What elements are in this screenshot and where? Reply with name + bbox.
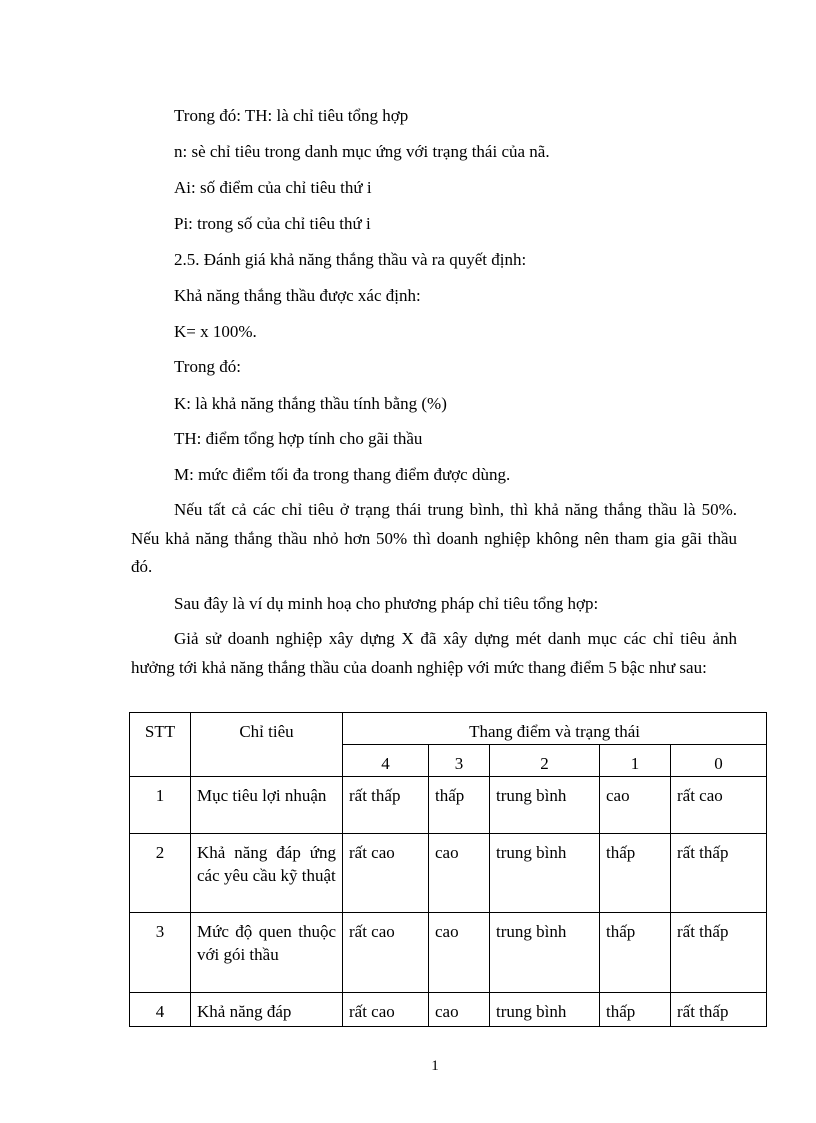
paragraph: Sau đây là ví dụ minh hoạ cho phương pháp chỉ tiêu tổng hợp:: [174, 594, 599, 613]
row-value: rất cao: [343, 913, 429, 993]
table-row: [130, 834, 767, 913]
definition-line: Pi: trong số của chỉ tiêu thứ i: [174, 214, 371, 233]
table-row: [130, 913, 767, 993]
body-line: Khả năng thắng thầu được xác định:: [174, 286, 421, 305]
row-value: thấp: [600, 834, 671, 913]
table-row: [130, 777, 767, 834]
criteria-table: [129, 712, 767, 1027]
row-stt: 4: [130, 993, 191, 1027]
row-value: rất cao: [343, 834, 429, 913]
page-number: 1: [431, 1058, 439, 1074]
header-criteria: Chỉ tiêu: [191, 713, 343, 777]
row-stt: 3: [130, 913, 191, 993]
row-criteria: Khả năng đáp ứng các yêu cầu kỹ thuật: [191, 834, 343, 913]
definition-line: M: mức điểm tối đa trong thang điểm được dùng.: [174, 465, 511, 484]
row-value: rất cao: [671, 777, 767, 834]
definition-line: K: là khả năng thắng thầu tính bằng (%): [174, 394, 447, 413]
header-score: 4: [343, 745, 429, 777]
section-heading: 2.5. Đánh giá khả năng thắng thầu và ra quyết định:: [174, 250, 527, 269]
definition-line: Ai: số điểm của chỉ tiêu thứ i: [174, 178, 372, 197]
row-value: thấp: [429, 777, 490, 834]
row-value: trung bình: [490, 913, 600, 993]
row-value: trung bình: [490, 993, 600, 1027]
table-row: [130, 993, 767, 1027]
definition-line: Trong đó: TH: là chỉ tiêu tổng hợp: [174, 106, 409, 125]
row-value: trung bình: [490, 834, 600, 913]
row-value: cao: [429, 993, 490, 1027]
row-value: rất thấp: [671, 993, 767, 1027]
header-score: 1: [600, 745, 671, 777]
header-scale: Thang điểm và trạng thái: [343, 713, 767, 745]
header-stt: STT: [130, 713, 191, 777]
row-value: rất thấp: [671, 913, 767, 993]
paragraph: Giả sử doanh nghiệp xây dựng X đã xây dựng mét danh mục các chỉ tiêu ảnh hưởng tới khả năng thắng thầu của doanh nghiệp với mức thang điểm 5 bậc như sau:: [131, 629, 737, 677]
row-criteria: Mục tiêu lợi nhuận: [191, 777, 343, 834]
formula-line: K= x 100%.: [174, 322, 257, 341]
row-value: trung bình: [490, 777, 600, 834]
body-line: Trong đó:: [174, 357, 241, 376]
row-value: rất thấp: [343, 777, 429, 834]
header-score: 3: [429, 745, 490, 777]
row-criteria: Mức độ quen thuộc với gói thầu: [191, 913, 343, 993]
definition-line: n: sè chỉ tiêu trong danh mục ứng với trạng thái của nã.: [174, 142, 550, 161]
row-value: cao: [429, 913, 490, 993]
row-value: thấp: [600, 913, 671, 993]
row-value: thấp: [600, 993, 671, 1027]
row-value: rất cao: [343, 993, 429, 1027]
row-value: rất thấp: [671, 834, 767, 913]
row-value: cao: [600, 777, 671, 834]
row-stt: 1: [130, 777, 191, 834]
paragraph: Nếu tất cả các chỉ tiêu ở trạng thái trung bình, thì khả năng thắng thầu là 50%. Nếu khả năng thắng thầu nhỏ hơn 50% thì doanh nghiệp không nên tham gia gãi thầu đó.: [131, 500, 737, 576]
row-value: cao: [429, 834, 490, 913]
row-criteria: Khả năng đáp: [191, 993, 343, 1027]
definition-line: TH: điểm tổng hợp tính cho gãi thầu: [174, 429, 423, 448]
header-score: 0: [671, 745, 767, 777]
header-score: 2: [490, 745, 600, 777]
row-stt: 2: [130, 834, 191, 913]
